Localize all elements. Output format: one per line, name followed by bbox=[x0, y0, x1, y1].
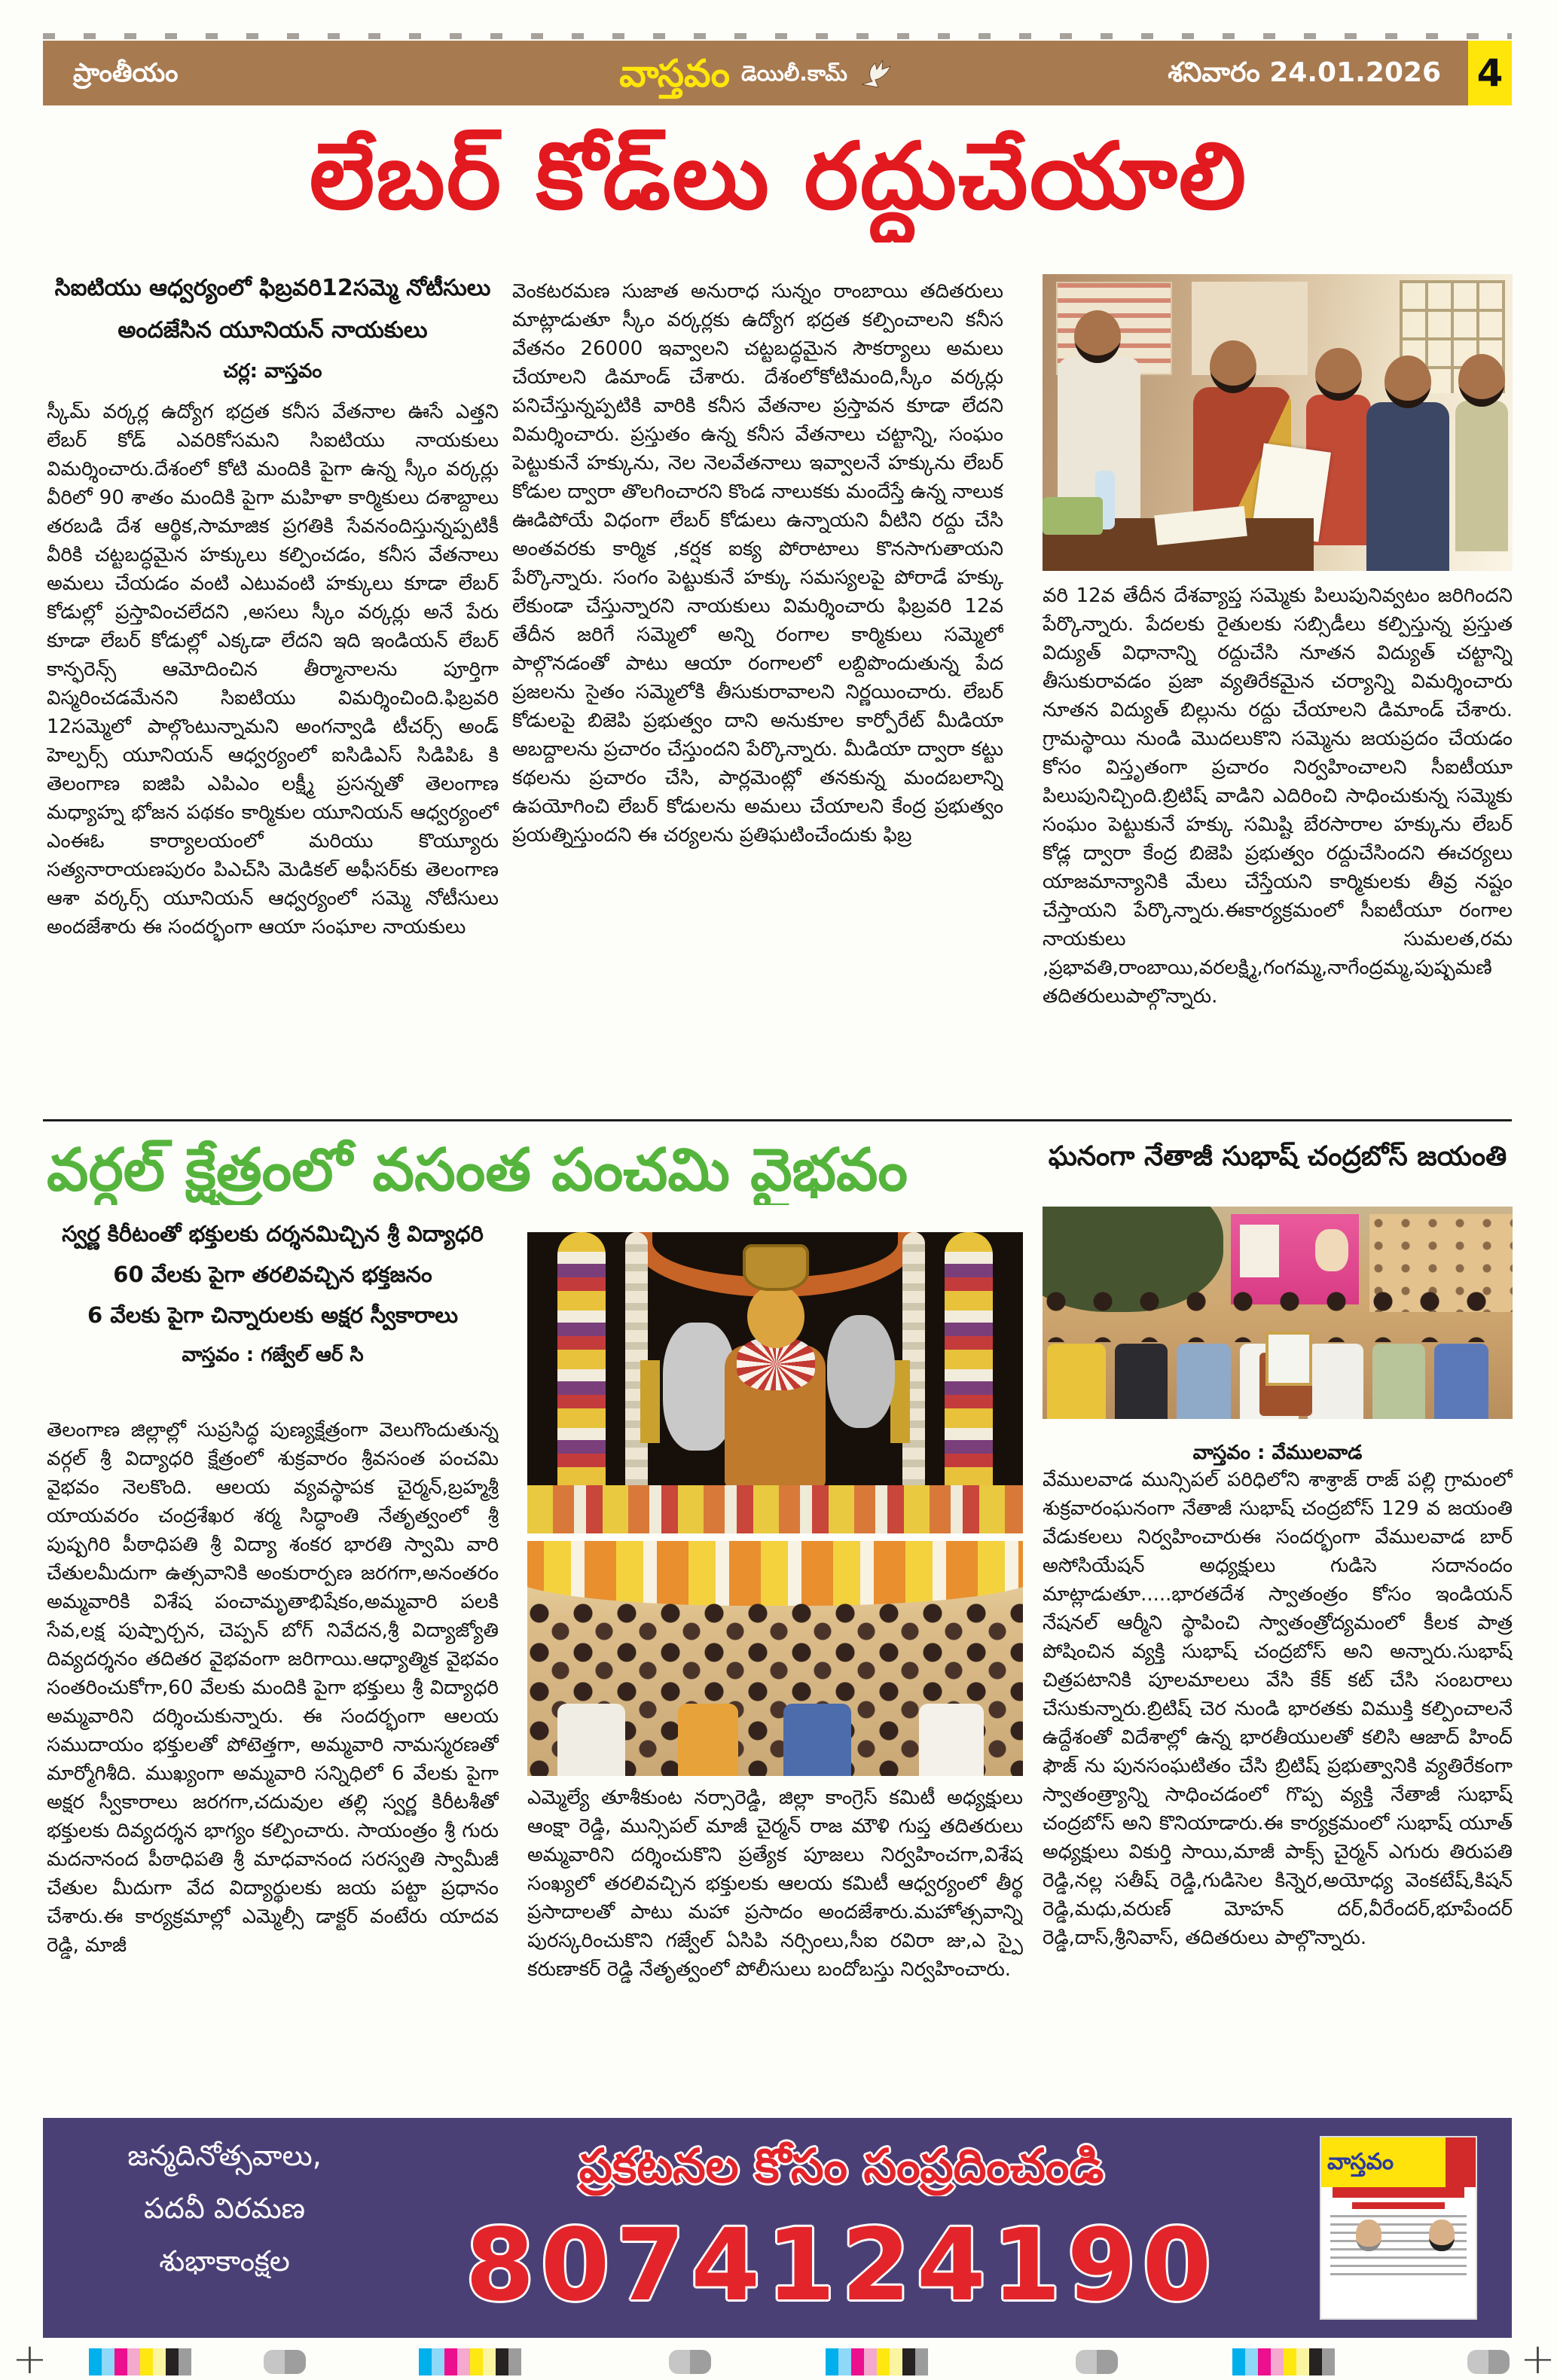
color-chip bbox=[102, 2348, 114, 2375]
edition-date: శనివారం 24.01.2026 bbox=[1168, 57, 1441, 88]
color-chip bbox=[877, 2348, 890, 2375]
article2-subhead-line3: 6 వేలకు పైగా చిన్నారులకు అక్షర స్వీకారాలు bbox=[87, 1302, 459, 1328]
deity-photo bbox=[527, 1232, 1023, 1533]
article1-subhead-line1: సిఐటియు ఆధ్వర్యంలో ఫిబ్రవరి12సమ్మె నోటీసులు bbox=[54, 275, 491, 301]
color-chip bbox=[1309, 2348, 1322, 2375]
color-chip bbox=[915, 2348, 928, 2375]
article2-headline: వర్గల్ క్షేత్రంలో వసంత పంచమి వైభవం bbox=[47, 1137, 908, 1204]
color-chip bbox=[851, 2348, 864, 2375]
ad-greetings-text bbox=[63, 2139, 386, 2297]
article1-column1: స్కీమ్ వర్కర్ల ఉద్యోగ భద్రత కనీస వేతనాల ఊసే ఎత్తని లేబర్ కోడ్ ఎవరికోసమని సిఐటియు నాయకులు విమర్శించారు.దేశంలో కోటి మందికి పైగా ఉన్న స్కీం వర్కర్లు వీరిలో 90 శాతం మందికి పైగా మహిళా కార్మికులు దశాబ్దాలు తరబడి దేశ ఆర్థిక,సామాజిక ప్రగతికి సేవనందిస్తున్నప్పటికీ వీరికి చట్టబద్ధమైన హక్కులు కల్పించడం, కనీస వేతనాలు అమలు చేయడం వంటి ఎటువంటి హక్కులు కూడా లేబర్ కోడుల్లో ప్రస్తావించలేదని ,అసలు స్కీం వర్కర్లు అనే పేరు కూడా లేబర్ కోడుల్లో ఎక్కడా లేదని ఇది ఇండియన్ లేబర్ కాన్ఫరెన్స్ ఆమోదించిన తీర్మానాలను పూర్తిగా విస్మరించడమేనని సిఐటియు విమర్శించింది.ఫిబ్రవరి 12సమ్మెలో పాల్గొంటున్నామని అంగన్వాడి టీచర్స్ అండ్ హెల్పర్స్ యూనియన్ ఆధ్వర్యంలో ఐసిడిఎస్ సిడిపిఓ కి తెలంగాణ ఐజిపి ఎపిఎం లక్ష్మీ ప్రసన్నతో తెలంగాణ మధ్యాహ్న భోజన పథకం కార్మికుల యూనియన్ ఆధ్వర్యంలో ఎంఈఓ కార్యాలయంలో మరియు కొయ్యూరు సత్యనారాయణపురం పిఎచ్‌సి మెడికల్ అఫీసర్‌కు తెలంగాణ ఆశా వర్కర్స్ యూనియన్ ఆధ్వర్యంలో సమ్మె నోటీసులు అందజేశారు ఈ సందర్భంగా ఆయా సంఘాల నాయకులు bbox=[47, 401, 499, 938]
page-number: 4 bbox=[1468, 41, 1512, 105]
header-bar bbox=[43, 41, 1468, 105]
color-chip bbox=[179, 2348, 191, 2375]
devotees-crowd-photo bbox=[527, 1541, 1023, 1776]
color-chip bbox=[140, 2348, 153, 2375]
union-leaders-photo bbox=[1043, 274, 1513, 571]
masthead-suffix: డెయిలీ.కామ్ bbox=[741, 60, 847, 86]
registration-marks bbox=[419, 2348, 521, 2375]
ad-greeting-line2: పదవీ విరమణ bbox=[143, 2192, 306, 2225]
color-chip bbox=[826, 2348, 838, 2375]
color-chip bbox=[153, 2348, 166, 2375]
gray-blob-mark bbox=[669, 2350, 711, 2374]
color-chip bbox=[1258, 2348, 1271, 2375]
contact-ad-banner[interactable] bbox=[43, 2118, 1512, 2338]
color-chip bbox=[508, 2348, 521, 2375]
crop-mark-left: + bbox=[12, 2335, 47, 2380]
article2-column1: తెలంగాణ జిల్లాల్లో సుప్రసిద్ధ పుణ్యక్షేత్రంగా వెలుగొందుతున్న వర్గల్ శ్రీ విద్యాధరి క్షేత్రంలో శుక్రవారం శ్రీవసంత పంచమి వైభవం నెలకొంది. ఆలయ వ్యవస్థాపక చైర్మన్,బ్రహ్మశ్రీ యాయవరం చంద్రశేఖర శర్మ సిద్ధాంతి నేతృత్వంలో శ్రీ పుష్పగిరి పీఠాధిపతి శ్రీ విద్యా శంకర భారతి స్వామి వారి చేతులమీదుగా ఉత్సవానికి అంకురార్పణ జరగగా,అనంతరం అమ్మవారికి విశేష పంచామృతాభిషేకం,అమ్మవారి పలకి సేవ,లక్ష పుష్పార్చన, చెప్పన్ బోగ్ నివేదన,శ్రీ విద్యాజ్యోతి దివ్యదర్శనం తదితర వైభవంగా జరిగాయి.ఆధ్యాత్మిక వైభవం సంతరించుకోగా,60 వేలకు మందికి పైగా భక్తులు శ్రీ విద్యాధరి అమ్మవారిని దర్శించుకున్నారు. ఈ సందర్భంగా ఆలయ సముదాయం భక్తులతో పోటెత్తగా, అమ్మవారి నామస్మరణతో మార్మోగిశీది. ముఖ్యంగా అమ్మవారి సన్నిధిలో 6 వేలకు పైగా అక్షర స్వీకారాలు జరగగా,చదువుల తల్లి స్వర్ణ కిరీటశీతో భక్తులకు దివ్యదర్శన భాగ్యం కల్పించారు. సాయంత్రం శ్రీ గురు మదనానంద పీఠాధిపతి శ్రీ మాధవానంద సరస్వతి స్వామీజీ చేతుల మీదుగా వేద విద్యార్థులకు జయ పట్టా ప్రధానం చేశారు.ఈ కార్యక్రమాల్లో ఎమ్మెల్సీ డాక్టర్ వంటేరు యాదవ రెడ్డి, మాజీ bbox=[47, 1419, 499, 1957]
color-chip bbox=[483, 2348, 496, 2375]
jayanti-group-photo bbox=[1043, 1207, 1513, 1419]
article2-column2: ఎమ్మెల్యే తూశీకుంట నర్సారెడ్డి, జిల్లా కాంగ్రెస్ కమిటీ అధ్యక్షులు ఆంక్షా రెడ్డి, మున్సిపల్ మాజీ చైర్మన్ రాజ మౌళి గుప్త తదితరులు అమ్మవారిని దర్శించుకొని ప్రత్యేక పూజలు నిర్వహించగా,విశేష సంఖ్యలో తరలివచ్చిన భక్తులకు ఆలయ కమిటీ ఆధ్వర్యంలో తీర్థ ప్రసాదాలతో పాటు మహా ప్రసాదం అందజేశారు.మహోత్సవాన్ని పురస్కరించుకొని గజ్వేల్ ఏసిపి నర్సింలు,సీఐ రవిరా జు,ఎ స్పై కరుణాకర్ రెడ్డి నేతృత్వంలో పోలీసులు బందోబస్తు నిర్వహించారు. bbox=[527, 1787, 1023, 1981]
registration-marks bbox=[1232, 2348, 1335, 2375]
color-chip bbox=[1296, 2348, 1309, 2375]
section-label: ప్రాంతీయం bbox=[73, 58, 179, 88]
portrait-face bbox=[1429, 2220, 1455, 2251]
gray-blob-mark bbox=[1076, 2350, 1118, 2374]
thumbnail-masthead: వాస్తవం bbox=[1327, 2149, 1394, 2175]
registration-marks bbox=[826, 2348, 928, 2375]
article1-column3: వరి 12వ తేదీన దేశవ్యాప్త సమ్మెకు పిలుపునివ్వటం జరిగిందని పేర్కొన్నారు. పేదలకు రైతులకు సబ్సిడీలు కల్పిస్తున్న ప్రస్తుత విద్యుత్ విధానాన్ని రద్దుచేసి నూతన విద్యుత్ చట్టాన్ని తీసుకురావడం ప్రజా వ్యతిరేకమైన చర్యాన్ని విమర్శించారు నూతన విద్యుత్ బిల్లును రద్దు చేయాలని డిమాండ్ చేశారు. గ్రామస్థాయి నుండి మొదలుకొని సమ్మెను జయప్రదం చేయడం కోసం విస్తృతంగా ప్రచారం నిర్వహించాలని సీఐటీయూ పిలుపునిచ్చింది.బ్రిటిష్ వాడిని ఎదిరించి సాధించుకున్న సమ్మెకు సంఘం పెట్టుకునే హక్కు సమిష్టి బేరసారాల హక్కును లేబర్ కోడ్ల ద్వారా కేంద్ర బిజెపి ప్రభుత్వం రద్దుచేసిందని ఈచర్యలు యాజమాన్యానికి మేలు చేస్తేయని కార్మికులకు తీవ్ర నష్టం చేస్తాయని పేర్కొన్నారు.ఈకార్యక్రమంలో సీఐటీయూ రంగాల నాయకులు సుమలత,రమ ,ప్రభావతి,రాంబాయి,వరలక్ష్మి,గంగమ్మ,నాగేంద్రమ్మ,పుష్పమణి తదితరులుపాల్గొన్నారు. bbox=[1043, 584, 1513, 1008]
article2-dateline: వాస్తవం : గజ్వేల్ ఆర్ సి bbox=[182, 1344, 364, 1366]
color-chip bbox=[496, 2348, 508, 2375]
color-chip bbox=[419, 2348, 432, 2375]
gray-blob-mark bbox=[264, 2350, 306, 2374]
color-chip bbox=[470, 2348, 483, 2375]
color-chip bbox=[444, 2348, 457, 2375]
color-chip bbox=[89, 2348, 102, 2375]
color-chip bbox=[864, 2348, 877, 2375]
article2-subhead-line1: స్వర్ణ కిరీటంతో భక్తులకు దర్శనమిచ్చిన శ్రీ విద్యాధరి bbox=[62, 1221, 484, 1246]
registration-marks bbox=[89, 2348, 191, 2375]
gray-blob-mark bbox=[1467, 2350, 1510, 2374]
color-chip bbox=[114, 2348, 127, 2375]
article2-subhead-line2: 60 వేలకు పైగా తరలివచ్చిన భక్తజనం bbox=[113, 1262, 432, 1287]
section-divider bbox=[43, 1119, 1512, 1121]
color-chip bbox=[1322, 2348, 1335, 2375]
article1-column2: వెంకటరమణ సుజాత అనురాధ సున్నం రాంబాయి తదితరులు మాట్లాడుతూ స్కీం వర్కర్లకు ఉద్యోగ భద్రత కల్పించాలని కనీస వేతనం 26000 ఇవ్వాలని చట్టబద్ధమైన సౌకర్యాలు అమలు చేయాలని డిమాండ్ చేశారు. దేశంలోకోటిమంది,స్కీం వర్కర్లు పనిచేస్తున్నప్పటికి వారికి కనీస వేతనాల ప్రస్తావన కూడా లేదని విమర్శించారు. ప్రస్తుతం ఉన్న కనీస వేతనాలు చట్టాన్ని, సంఘం పెట్టుకునే హక్కును, నెల నెలవేతనాలు ఇవ్వాలనే హక్కును లేబర్ కోడుల ద్వారా తొలగించారని కొండ నాలుకకు మందేస్తే ఉన్న నాలుక ఊడిపోయే విధంగా లేబర్ కోడులు ఉన్నాయని వీటిని రద్దు చేసి అంతవరకు కార్మిక ,కర్షక ఐక్య పోరాటాలు కొనసాగుతాయని పేర్కొన్నారు. సంగం పెట్టుకునే హక్కు సమస్యలపై పోరాడే హక్కు లేకుండా చేస్తున్నారని నాయకులు విమర్శించారు ఫిబ్రవరి 12వ తేదీన జరిగే సమ్మెలో అన్ని రంగాల కార్మికులు సమ్మెలో పాల్గొనడంతో పాటు ఆయా రంగాలలో లబ్దిపొందుతున్న పేద ప్రజలను సైతం సమ్మెలోకి తీసుకురావాలని నిర్ణయించారు. లేబర్ కోడులపై బిజెపి ప్రభుత్వం దాని అనుకూల కార్పోరేట్ మీడియా అబద్దాలను ప్రచారం చేస్తుందని పేర్కొన్నారు. మీడియా ద్వారా కట్టు కథలను ప్రచారం చేసి, పార్లమెంట్లో తనకున్న మందబలాన్ని ఉపయోగించి లేబర్ కోడులను అమలు చేయాలని కేంద్ర ప్రభుత్వం ప్రయత్నిస్తుందని ఈ చర్యలను ప్రతిఘటించేందుకు ఫిబ్ర bbox=[512, 280, 1003, 847]
article1-headline: లేబర్ కోడ్‌లు రద్దుచేయాలి bbox=[309, 123, 1248, 230]
color-chip bbox=[890, 2348, 902, 2375]
print-marks-top bbox=[43, 33, 1512, 39]
article1-subhead bbox=[47, 273, 499, 387]
color-chip bbox=[902, 2348, 915, 2375]
color-chip bbox=[1271, 2348, 1284, 2375]
ad-greeting-line1: జన్మదినోత్సవాలు, bbox=[127, 2139, 322, 2172]
portrait-face bbox=[1356, 2220, 1381, 2251]
netaji-portrait bbox=[1265, 1332, 1312, 1386]
article3-headline: ఘనంగా నేతాజీ సుభాష్ చంద్రబోస్ జయంతి bbox=[1048, 1141, 1507, 1172]
color-chip bbox=[1245, 2348, 1258, 2375]
color-chip bbox=[838, 2348, 851, 2375]
ad-phone-number: 8074124190 bbox=[465, 2208, 1218, 2324]
ad-greeting-line3: శుభాకాంక్షల bbox=[159, 2244, 290, 2278]
article2-subhead bbox=[47, 1219, 499, 1371]
article1-subhead-line2: అందజేసిన యూనియన్ నాయకులు bbox=[118, 317, 428, 343]
masthead-title: వాస్తవం bbox=[619, 51, 730, 96]
color-chip bbox=[166, 2348, 179, 2375]
ad-title: ప్రకటనల కోసం సంప్రదించండి bbox=[579, 2138, 1104, 2193]
article3-body: వేములవాడ మున్సిపల్ పరిధిలోని శాశ్రాజ్ రాజ్ పల్లి గ్రామంలో శుక్రవారంఘనంగా నేతాజీ సుభాష్ చంద్రబోస్ 129 వ జయంతి వేడుకలలు నిర్వహించారుఈ సందర్భంగా వేములవాడ బార్ అసోసియేషన్ అధ్యక్షులు గుడిసె సదానందం మాట్లాడుతూ.....భారతదేశ స్వాతంత్రం కోసం ఇండియన్ నేషనల్ ఆర్మీని స్థాపించి స్వాతంత్రోద్యమంలో కీలక పాత్ర పోషించిన వ్యక్తి సుభాష్ చంద్రబోస్ అని అన్నారు.సుభాష్ చిత్రపటానికి పూలమాలలు వేసి కేక్ కట్ చేసి సంబరాలు చేసుకున్నారు.బ్రిటిష్ చెర నుండి భారతకు విముక్తి కల్పించాలనే ఉద్దేశంతో విదేశాల్లో ఉన్న భారతీయులతో కలిసి ఆజాద్ హింద్ ఫౌజ్ ను పునసంఘటితం చేసి బ్రిటిష్ ప్రభుత్వానికి వ్యతిరేకంగా స్వాతంత్ర్యాన్ని సాధించడంలో గొప్ప వ్యక్తి నేతాజీ సుభాష్ చంద్రబోస్ అని కొనియాడారు.ఈ కార్యక్రమంలో సుభాష్ యూత్ అధ్యక్షులు వికుర్తి సాయి,మాజీ పాక్స్ చైర్మన్ ఎగురు తిరుపతి రెడ్డి,నల్ల సతీష్ రెడ్డి,గుడిసెల కిన్నెర,అయోధ్య వెంకటేష్,కిషన్ రెడ్డి,మధు,వరుణ్ మోహన్ దర్,వీరేందర్,భూపేందర్ రెడ్డి,దాస్,శ్రీనివాస్, తదితరులు పాల్గొన్నారు. bbox=[1043, 1469, 1513, 1949]
dove-icon bbox=[857, 59, 892, 89]
newspaper-thumbnail bbox=[1321, 2137, 1476, 2318]
color-chip bbox=[1232, 2348, 1245, 2375]
color-chip bbox=[1284, 2348, 1296, 2375]
article1-dateline: చర్ల: వాస్తవం bbox=[223, 360, 322, 383]
color-chip bbox=[432, 2348, 444, 2375]
article3-dateline: వాస్తవం : వేములవాడ bbox=[1192, 1442, 1363, 1464]
crop-mark-right: + bbox=[1520, 2335, 1555, 2380]
color-chip bbox=[457, 2348, 470, 2375]
color-chip bbox=[127, 2348, 140, 2375]
